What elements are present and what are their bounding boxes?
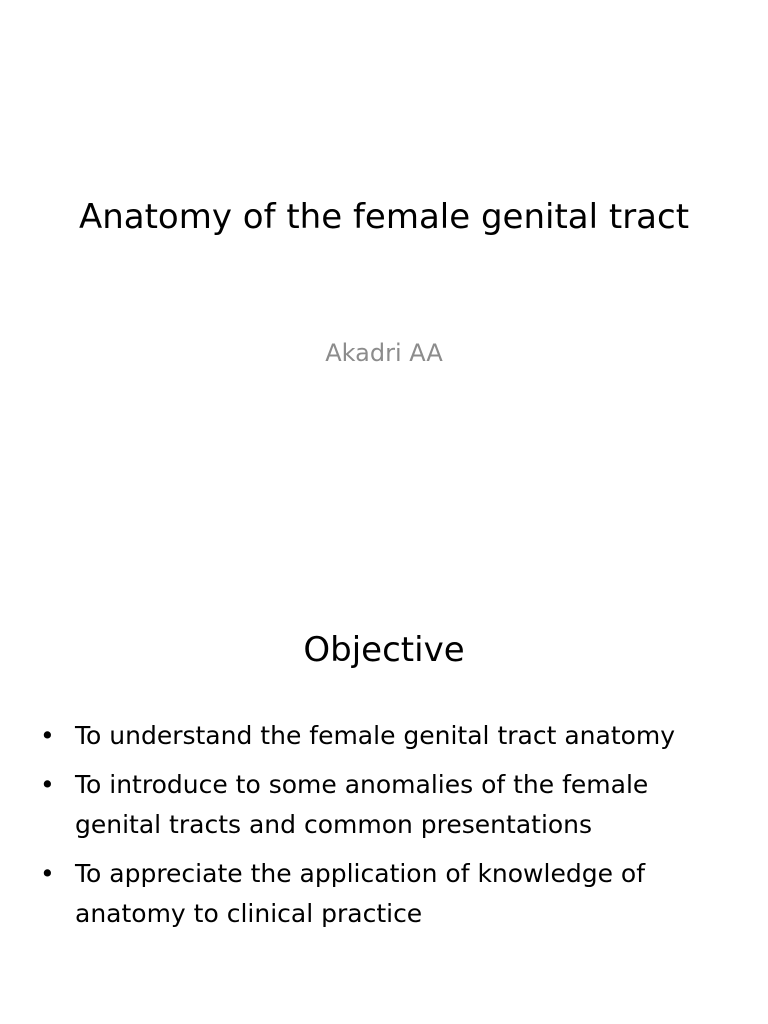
bullet-item	[40, 854, 730, 934]
slide-subtitle-author: Akadri AA	[325, 339, 443, 367]
bullet-item	[40, 765, 730, 845]
bullet-text: To understand the female genital tract anatomy	[75, 721, 676, 750]
slide-title: Anatomy of the female genital tract	[78, 197, 690, 237]
bullet-list	[40, 716, 730, 943]
bullet-text: To introduce to some anomalies of the female genital tracts and common presentations	[75, 770, 649, 839]
bullet-text: To appreciate the application of knowledge of anatomy to clinical practice	[75, 859, 645, 928]
objective-slide	[0, 576, 768, 1024]
bullet-item	[40, 716, 730, 756]
slide-title: Objective	[303, 630, 465, 670]
bullet-dot-icon: •	[40, 770, 55, 799]
bullet-dot-icon: •	[40, 859, 55, 888]
bullet-dot-icon: •	[40, 721, 55, 750]
